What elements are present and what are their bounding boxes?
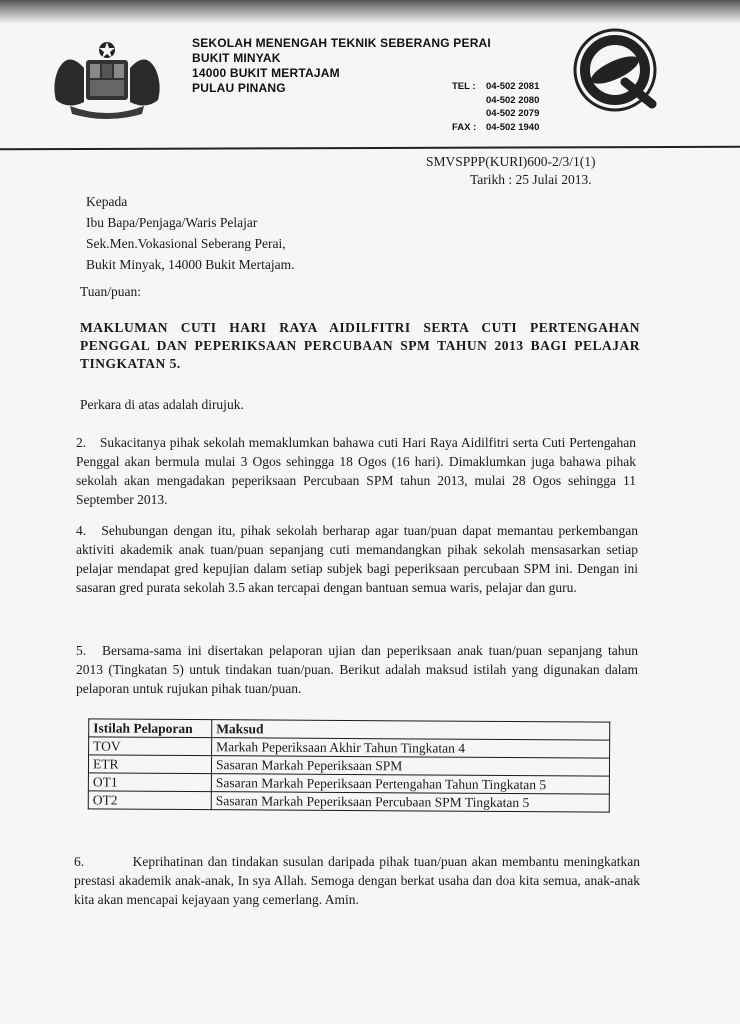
- contact-row: [452, 80, 539, 94]
- contact-label: [452, 107, 486, 121]
- letter-date: Tarikh : 25 Julai 2013.: [470, 172, 592, 187]
- meaning-cell: Markah Peperiksaan Akhir Tahun Tingkatan 4: [212, 738, 610, 758]
- school-address: [192, 36, 491, 96]
- paragraph-number: 6.: [74, 854, 85, 869]
- column-header: Maksud: [212, 720, 610, 740]
- paragraph-text: Sukacitanya pihak sekolah memaklumkan bahawa cuti Hari Raya Aidilfitri serta Cuti Pertengahan Penggal akan bermula mulai 3 Ogos sehingga 18 Ogos (16 hari). Dimaklumkan juga bahawa pihak sekolah akan mengadakan peperiksaan Percubaan SPM tahun 2013, mulai 28 Ogos sehingga 11 September 2013.: [76, 435, 637, 507]
- paragraph-4: [76, 521, 638, 597]
- contact-row: [452, 94, 539, 108]
- phone-number: 04-502 2080: [486, 94, 540, 106]
- recipient-line: Kepada: [86, 194, 128, 209]
- paragraph-number: 5.: [76, 643, 87, 658]
- letterhead-divider: [0, 146, 740, 151]
- malaysia-coat-of-arms-icon: [48, 40, 166, 122]
- contact-row: [452, 107, 539, 121]
- paragraph-text: Bersama-sama ini disertakan pelaporan ujian dan peperiksaan anak tuan/puan sepanjang tahun 2013 (Tingkatan 5) untuk tindakan tuan/puan. Berikut adalah maksud istilah yang digunakan dalam pelaporan untuk rujukan pihak tuan/puan.: [76, 643, 639, 696]
- recipient-address: [86, 191, 295, 275]
- paragraph-text: Sehubungan dengan itu, pihak sekolah berharap agar tuan/puan dapat memantau perkembangan aktiviti akademik anak tuan/puan sepanjang cuti memandangkan pihak sekolah mensasarkan setiap pelajar mendapat gred kepujian dalam setiap subjek bagi peperiksaan percubaan SPM ini. Dengan ini sasaran gred purata sekolah 3.5 akan tercapai dengan bantuan semua waris, pelajar dan guru.: [76, 523, 639, 595]
- paragraph-text: Keprihatinan dan tindakan susulan daripada pihak tuan/puan akan membantu meningkatkan prestasi akademik anak-anak, In sya Allah. Semoga dengan berkat usaha dan doa kita semua, anak-anak kita akan mencapai kejayaan yang cemerlang. Amin.: [74, 854, 640, 907]
- paragraph-number: 2.: [76, 435, 87, 450]
- table-row: [88, 791, 609, 812]
- term-cell: TOV: [89, 737, 212, 756]
- reference-line: Perkara di atas adalah dirujuk.: [80, 397, 244, 412]
- letter-subject: MAKLUMAN CUTI HARI RAYA AIDILFITRI SERTA CUTI PERTENGAHAN PENGGAL DAN PEPERIKSAAN PERCUBAAN SPM TAHUN 2013 BAGI PELAJAR TINGKATAN 5.: [80, 320, 640, 371]
- school-address-line: BUKIT MINYAK: [192, 51, 281, 65]
- phone-number: 04-502 2081: [486, 81, 540, 92]
- contact-label: [452, 94, 486, 108]
- meaning-cell: Sasaran Markah Peperiksaan Percubaan SPM Tingkatan 5: [211, 792, 609, 812]
- contact-label: FAX :: [452, 121, 477, 133]
- contact-label: TEL :: [452, 81, 476, 92]
- column-header: Istilah Pelaporan: [89, 719, 212, 738]
- school-name: SEKOLAH MENENGAH TEKNIK SEBERANG PERAI: [192, 36, 491, 50]
- fax-number: 04-502 1940: [486, 121, 540, 133]
- school-address-line: 14000 BUKIT MERTAJAM: [192, 66, 340, 80]
- quality-certification-logo-icon: [570, 22, 660, 114]
- term-cell: OT1: [88, 773, 211, 792]
- contact-numbers: [452, 80, 539, 134]
- phone-number: 04-502 2079: [486, 108, 540, 119]
- paragraph-2: [76, 433, 636, 509]
- recipient-line: Bukit Minyak, 14000 Bukit Mertajam.: [86, 257, 295, 272]
- paragraph-6: [74, 852, 640, 909]
- term-cell: ETR: [88, 755, 211, 774]
- reference-number: SMVSPPP(KURI)600-2/3/1(1): [426, 154, 596, 169]
- contact-row: [452, 121, 539, 135]
- meaning-cell: Sasaran Markah Peperiksaan SPM: [211, 756, 609, 776]
- meaning-cell: Sasaran Markah Peperiksaan Pertengahan Tahun Tingkatan 5: [211, 774, 609, 794]
- term-cell: OT2: [88, 791, 211, 810]
- recipient-line: Ibu Bapa/Penjaga/Waris Pelajar: [86, 215, 258, 230]
- scan-shadow: [0, 0, 740, 24]
- paragraph-number: 4.: [76, 523, 87, 538]
- terms-table: [88, 718, 611, 812]
- recipient-line: Sek.Men.Vokasional Seberang Perai,: [86, 236, 286, 251]
- school-address-line: PULAU PINANG: [192, 81, 286, 95]
- salutation: Tuan/puan:: [80, 284, 142, 299]
- paragraph-5: [76, 641, 638, 698]
